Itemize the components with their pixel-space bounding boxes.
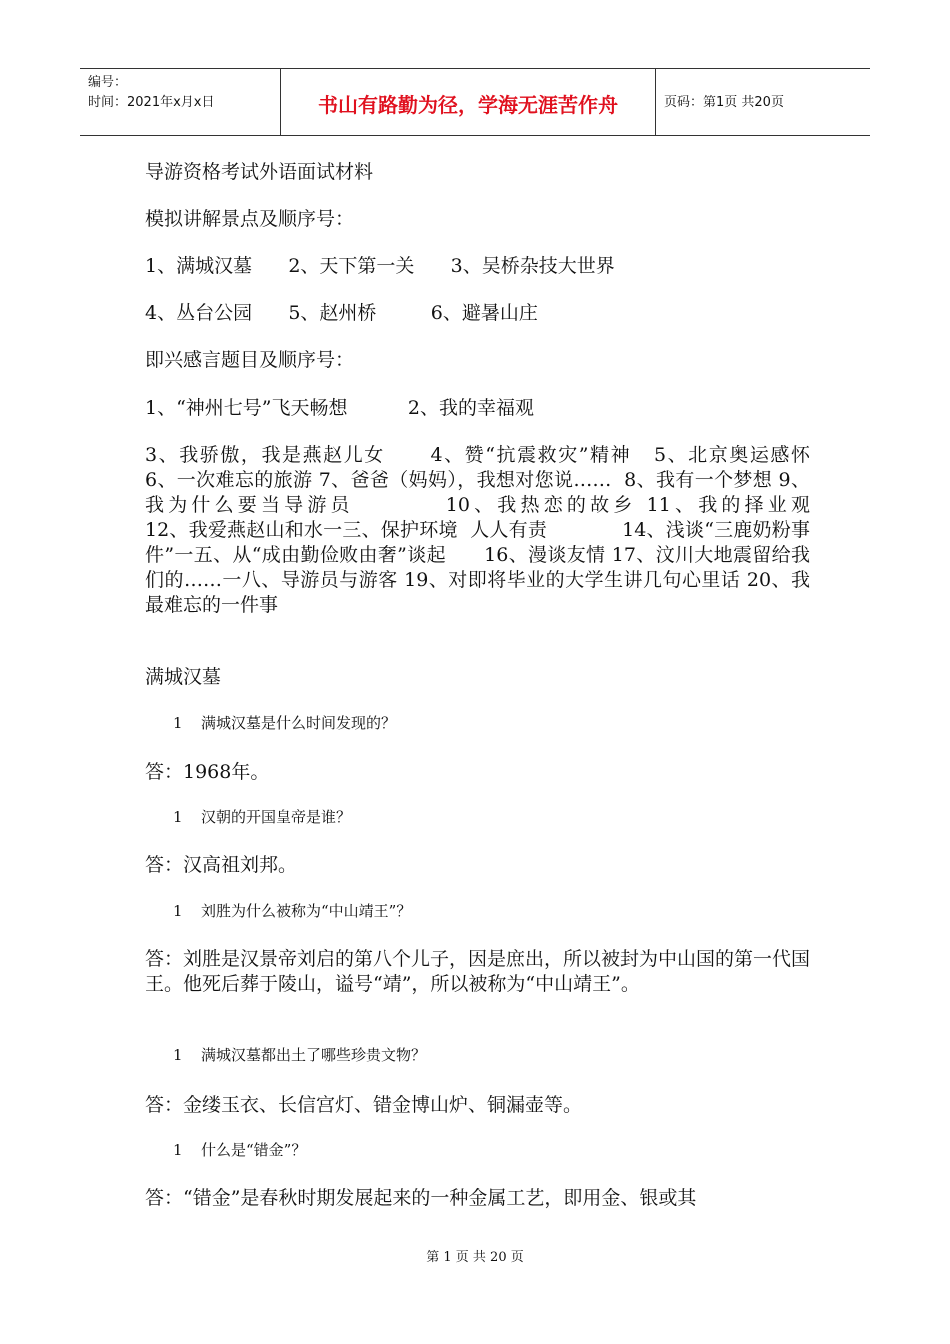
- answer-text: 答：“错金”是春秋时期发展起来的一种金属工艺，即用金、银或其: [145, 1187, 697, 1209]
- section-title: 满城汉墓: [145, 666, 222, 688]
- spots-heading: 模拟讲解景点及顺序号：: [145, 208, 355, 230]
- page-header: [80, 68, 870, 136]
- question-item: 1 满城汉墓是什么时间发现的？: [173, 714, 397, 732]
- answer-text: 答：刘胜是汉景帝刘启的第八个儿子，因是庶出，所以被封为中山国的第一代国王。他死后葬于陵山，谥号“靖”，所以被称为“中山靖王”。: [145, 948, 811, 995]
- topics-paragraph: 3、我骄傲，我是燕赵儿女 4、赞“抗震救灾”精神 5、北京奥运感怀 6、一次难忘的旅游 7、爸爸（妈妈），我想对您说…… 8、我有一个梦想 9、我为什么要当导游员 10、我热恋的故乡 11、我的择业观 12、我爱燕赵山和水一三、保护环境 人人有责 14、浅谈“三鹿奶粉事件”一五、从“成由勤俭败由奢”谈起 16、漫谈友情 17、汶川大地震留给我们的……一八、导游员与游客 19、对即将毕业的大学生讲几句心里话 20、我最难忘的一件事: [145, 444, 931, 616]
- header-meta: [88, 73, 278, 113]
- topics-line: 1、“神州七号”飞天畅想 2、我的幸福观: [145, 397, 534, 419]
- page-footer: 第 1 页 共 20 页: [426, 1250, 524, 1265]
- question-item: 1 汉朝的开国皇帝是谁？: [173, 808, 352, 826]
- question-item: 1 什么是“错金”？: [173, 1141, 307, 1159]
- question-item: 1 满城汉墓都出土了哪些珍贵文物？: [173, 1046, 427, 1064]
- header-motto: 书山有路勤为径，学海无涯苦作舟: [318, 93, 618, 117]
- document-title: 导游资格考试外语面试材料: [145, 161, 374, 183]
- header-number-label: 编号：: [88, 75, 128, 90]
- spots-line: 1、满城汉墓 2、天下第一关 3、吴桥杂技大世界: [145, 255, 615, 277]
- answer-text: 答：金缕玉衣、长信宫灯、错金博山炉、铜漏壶等。: [145, 1094, 583, 1116]
- header-time-label: 时间：2021年x月x日: [88, 95, 215, 110]
- header-page-label: 页码：第1页 共20页: [664, 95, 784, 110]
- header-divider: [655, 69, 656, 135]
- answer-text: 答：1968年。: [145, 761, 270, 783]
- question-item: 1 刘胜为什么被称为“中山靖王”？: [173, 902, 412, 920]
- spots-line: 4、丛台公园 5、赵州桥 6、避暑山庄: [145, 302, 538, 324]
- answer-text: 答：汉高祖刘邦。: [145, 854, 298, 876]
- topics-heading: 即兴感言题目及顺序号：: [145, 349, 355, 371]
